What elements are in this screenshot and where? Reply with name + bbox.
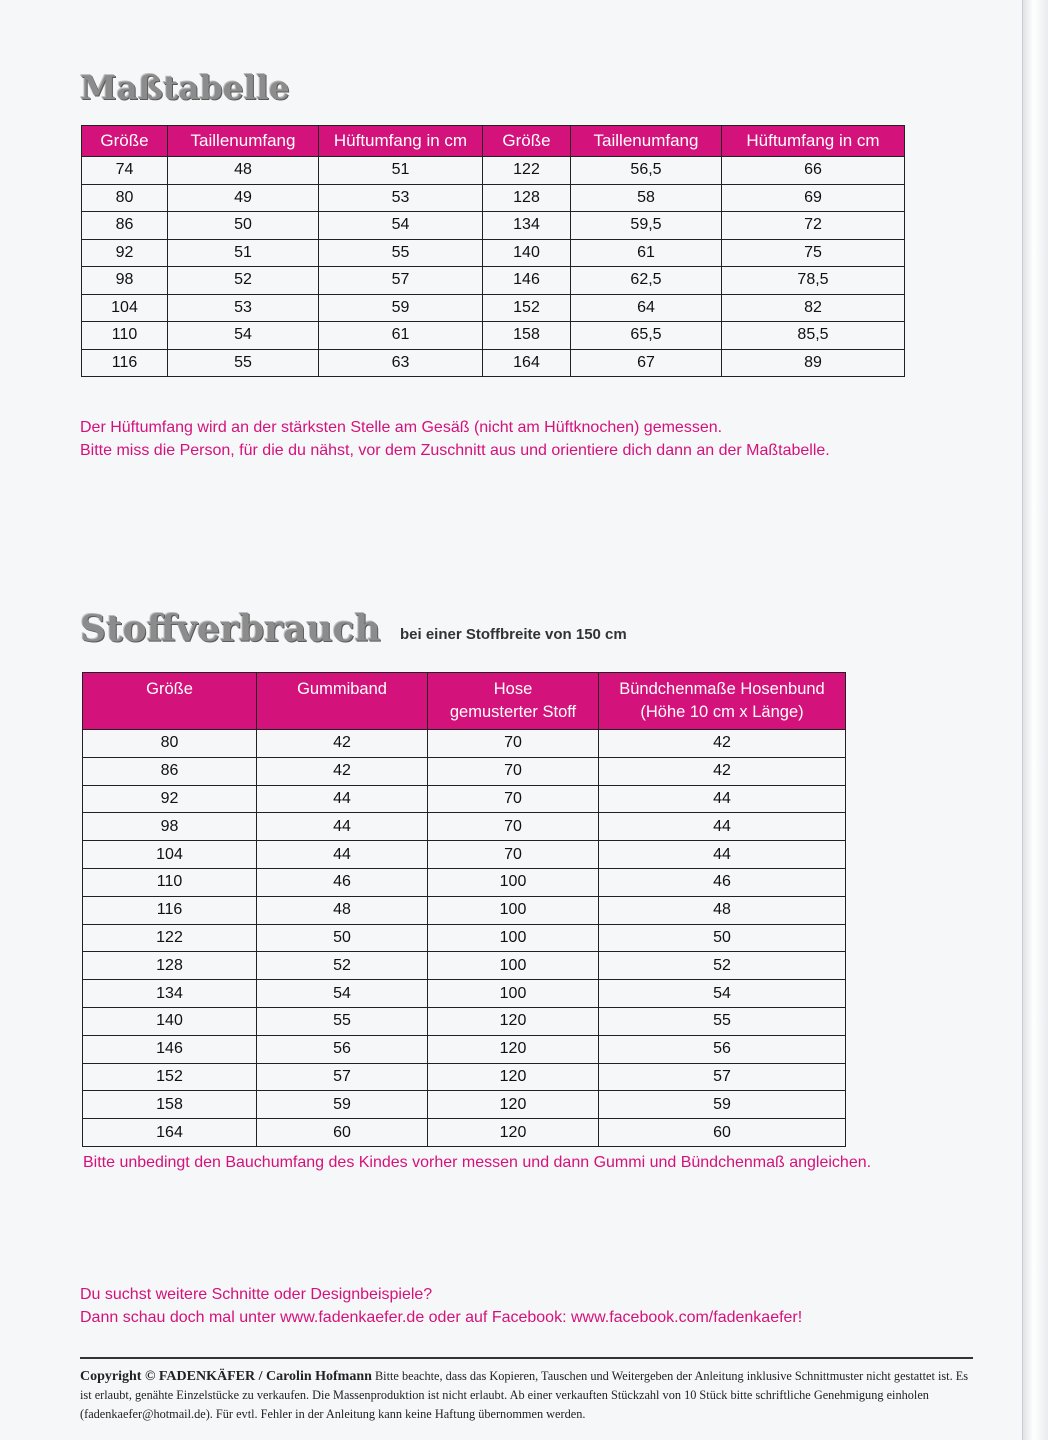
table-cell: 48 [257, 896, 428, 924]
table-cell: 100 [428, 952, 599, 980]
table-header-cell: Größe [483, 126, 571, 157]
table-header-row [82, 126, 905, 157]
table-cell: 59 [319, 294, 483, 322]
header-text: Hose [493, 680, 533, 698]
table-cell: 152 [83, 1063, 257, 1091]
table-cell: 52 [257, 952, 428, 980]
table-cell: 78,5 [722, 267, 905, 295]
table-row [83, 813, 846, 841]
table-row [83, 924, 846, 952]
table-cell: 158 [483, 322, 571, 350]
table-cell: 44 [599, 813, 846, 841]
table-row [83, 1035, 846, 1063]
table-cell: 56 [599, 1035, 846, 1063]
table-header-cell [83, 673, 257, 730]
table-cell: 164 [483, 349, 571, 377]
table-row [82, 322, 905, 350]
table-row [83, 868, 846, 896]
table-header-row [83, 673, 846, 730]
table-cell: 65,5 [571, 322, 722, 350]
table-cell: 100 [428, 980, 599, 1008]
table-cell: 57 [599, 1063, 846, 1091]
promo-line-1: Du suchst weitere Schnitte oder Designbeispiele? [80, 1286, 433, 1303]
table-cell: 48 [168, 157, 319, 185]
copyright-label: Copyright © FADENKÄFER / Carolin Hofmann [80, 1369, 372, 1384]
table-row [83, 1063, 846, 1091]
table-row [83, 1091, 846, 1119]
table-cell: 100 [428, 924, 599, 952]
table-cell: 54 [168, 322, 319, 350]
table-cell: 140 [483, 239, 571, 267]
table-row [83, 1007, 846, 1035]
masstabelle-table [81, 125, 905, 377]
table-cell: 146 [483, 267, 571, 295]
table-cell: 158 [83, 1091, 257, 1119]
table-row [83, 952, 846, 980]
table-cell: 70 [428, 757, 599, 785]
table-cell: 63 [319, 349, 483, 377]
table-cell: 59,5 [571, 212, 722, 240]
table-cell: 100 [428, 896, 599, 924]
table-cell: 104 [83, 841, 257, 869]
table-cell: 80 [82, 184, 168, 212]
table-cell: 52 [168, 267, 319, 295]
table-cell: 120 [428, 1119, 599, 1147]
table-cell: 80 [83, 730, 257, 758]
table-cell: 70 [428, 785, 599, 813]
page-edge [1022, 0, 1048, 1440]
table-cell: 44 [599, 841, 846, 869]
table-cell: 61 [319, 322, 483, 350]
table-cell: 164 [83, 1119, 257, 1147]
table-header-cell [428, 673, 599, 730]
table-cell: 55 [319, 239, 483, 267]
table-cell: 44 [257, 841, 428, 869]
table-cell: 50 [257, 924, 428, 952]
table-cell: 67 [571, 349, 722, 377]
table-row [82, 184, 905, 212]
table-cell: 72 [722, 212, 905, 240]
table-cell: 44 [257, 785, 428, 813]
table-row [82, 212, 905, 240]
table-cell: 110 [82, 322, 168, 350]
table-cell: 69 [722, 184, 905, 212]
table-cell: 116 [82, 349, 168, 377]
copyright-footer [80, 1367, 980, 1424]
table-header-cell [599, 673, 846, 730]
table-cell: 128 [83, 952, 257, 980]
table-cell: 116 [83, 896, 257, 924]
table-cell: 134 [83, 980, 257, 1008]
table-cell: 59 [257, 1091, 428, 1119]
table-cell: 42 [599, 730, 846, 758]
table-cell: 55 [168, 349, 319, 377]
table-cell: 128 [483, 184, 571, 212]
table-cell: 120 [428, 1063, 599, 1091]
header-text: Bündchenmaße Hosenbund [619, 680, 825, 698]
table-row [83, 757, 846, 785]
fabric-width-subtitle: bei einer Stoffbreite von 150 cm [400, 626, 627, 643]
table-header-cell: Hüftumfang in cm [319, 126, 483, 157]
stoffverbrauch-table [82, 672, 846, 1147]
table-cell: 100 [428, 868, 599, 896]
table-row [83, 1119, 846, 1147]
table-cell: 57 [319, 267, 483, 295]
table-row [83, 896, 846, 924]
table-cell: 54 [257, 980, 428, 1008]
table-cell: 85,5 [722, 322, 905, 350]
table-cell: 44 [257, 813, 428, 841]
header-text: (Höhe 10 cm x Länge) [640, 703, 804, 721]
table-cell: 140 [83, 1007, 257, 1035]
stoffverbrauch-heading: Stoffverbrauch [80, 608, 381, 650]
table-cell: 92 [82, 239, 168, 267]
table-cell: 98 [83, 813, 257, 841]
table-cell: 82 [722, 294, 905, 322]
table-cell: 70 [428, 813, 599, 841]
table-cell: 120 [428, 1035, 599, 1063]
hip-measure-note: Der Hüftumfang wird an der stärksten Stelle am Gesäß (nicht am Hüftknochen) gemessen. [80, 419, 723, 436]
table-cell: 66 [722, 157, 905, 185]
table-row [83, 841, 846, 869]
table-cell: 42 [599, 757, 846, 785]
table-row [83, 730, 846, 758]
table-cell: 56 [257, 1035, 428, 1063]
table-cell: 86 [82, 212, 168, 240]
table-row [83, 980, 846, 1008]
table-cell: 74 [82, 157, 168, 185]
table-cell: 57 [257, 1063, 428, 1091]
table-cell: 52 [599, 952, 846, 980]
table-cell: 70 [428, 841, 599, 869]
table-cell: 134 [483, 212, 571, 240]
table-cell: 46 [599, 868, 846, 896]
table-cell: 120 [428, 1091, 599, 1119]
table-cell: 42 [257, 757, 428, 785]
table-cell: 110 [83, 868, 257, 896]
table-cell: 120 [428, 1007, 599, 1035]
promo-line-2: Dann schau doch mal unter www.fadenkaefer.de oder auf Facebook: www.facebook.com/fadenkaefer! [80, 1309, 803, 1326]
table-cell: 75 [722, 239, 905, 267]
table-cell: 44 [599, 785, 846, 813]
table-row [83, 785, 846, 813]
table-row [82, 349, 905, 377]
table-cell: 64 [571, 294, 722, 322]
table-cell: 104 [82, 294, 168, 322]
masstabelle-heading: Maßtabelle [80, 68, 290, 107]
table-cell: 54 [319, 212, 483, 240]
table-cell: 48 [599, 896, 846, 924]
table-cell: 60 [257, 1119, 428, 1147]
table-row [82, 294, 905, 322]
table-cell: 122 [483, 157, 571, 185]
table-cell: 54 [599, 980, 846, 1008]
table-header-cell: Taillenumfang [571, 126, 722, 157]
table-cell: 89 [722, 349, 905, 377]
table-cell: 59 [599, 1091, 846, 1119]
table-cell: 46 [257, 868, 428, 896]
table-cell: 42 [257, 730, 428, 758]
table-cell: 53 [319, 184, 483, 212]
table-header-cell: Taillenumfang [168, 126, 319, 157]
table-cell: 50 [168, 212, 319, 240]
table-cell: 55 [599, 1007, 846, 1035]
header-text: Größe [146, 680, 193, 698]
table-cell: 55 [257, 1007, 428, 1035]
footer-divider [80, 1357, 973, 1359]
table-cell: 98 [82, 267, 168, 295]
header-text: Gummiband [297, 680, 387, 698]
waist-measure-note: Bitte unbedingt den Bauchumfang des Kindes vorher messen und dann Gummi und Bündchenmaß angleichen. [83, 1154, 872, 1171]
table-header-cell: Hüftumfang in cm [722, 126, 905, 157]
table-cell: 51 [168, 239, 319, 267]
measure-instruction-note: Bitte miss die Person, für die du nähst, vor dem Zuschnitt aus und orientiere dich dann an der Maßtabelle. [80, 442, 830, 459]
table-cell: 60 [599, 1119, 846, 1147]
table-cell: 50 [599, 924, 846, 952]
table-cell: 152 [483, 294, 571, 322]
table-cell: 70 [428, 730, 599, 758]
table-cell: 49 [168, 184, 319, 212]
table-cell: 56,5 [571, 157, 722, 185]
table-cell: 86 [83, 757, 257, 785]
table-cell: 53 [168, 294, 319, 322]
table-cell: 146 [83, 1035, 257, 1063]
table-cell: 92 [83, 785, 257, 813]
table-cell: 61 [571, 239, 722, 267]
table-cell: 51 [319, 157, 483, 185]
table-row [82, 157, 905, 185]
table-cell: 122 [83, 924, 257, 952]
table-header-cell [257, 673, 428, 730]
table-cell: 62,5 [571, 267, 722, 295]
table-row [82, 239, 905, 267]
table-row [82, 267, 905, 295]
table-cell: 58 [571, 184, 722, 212]
table-header-cell: Größe [82, 126, 168, 157]
copyright-text: Bitte beachte, dass das Kopieren, Tauschen und Weitergeben der Anleitung inklusive Schnittmuster nicht gestattet ist. Es ist erlaubt, genähte Einzelstücke zu verkaufen. Die Massenproduktion ist nicht erlaubt. Ab einer verkauften Stückzahl von 10 Stück bitte schriftliche Genehmigung einholen (fadenkaefer@hotmail.de). Für evtl. Fehler in der Anleitung kann keine Haftung übernommen werden. [80, 1369, 969, 1421]
header-text: gemusterter Stoff [449, 703, 577, 721]
